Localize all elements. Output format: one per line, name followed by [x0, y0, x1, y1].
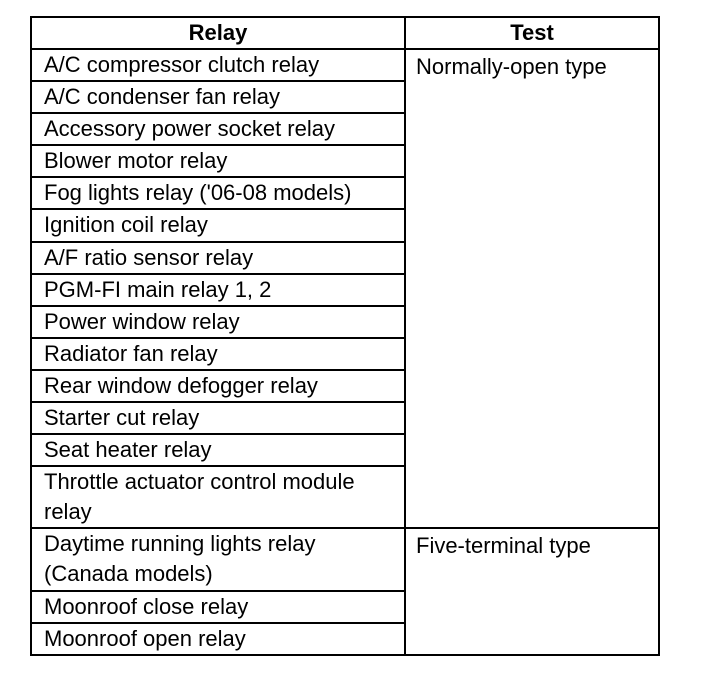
relay-cell: A/F ratio sensor relay [31, 242, 405, 274]
relay-cell: A/C condenser fan relay [31, 81, 405, 113]
relay-test-table [30, 16, 660, 656]
relay-cell: Moonroof open relay [31, 623, 405, 655]
relay-cell: Throttle actuator control module relay [31, 466, 405, 528]
header-row [31, 17, 659, 49]
test-cell-five-terminal: Five-terminal type [405, 528, 659, 655]
relay-cell: Seat heater relay [31, 434, 405, 466]
relay-cell: A/C compressor clutch relay [31, 49, 405, 81]
relay-cell: Fog lights relay ('06-08 models) [31, 177, 405, 209]
test-cell-normally-open: Normally-open type [405, 49, 659, 528]
relay-cell: Blower motor relay [31, 145, 405, 177]
relay-cell: Rear window defogger relay [31, 370, 405, 402]
relay-cell: Accessory power socket relay [31, 113, 405, 145]
table-row [31, 49, 659, 81]
relay-cell: Moonroof close relay [31, 591, 405, 623]
relay-cell: Daytime running lights relay (Canada models) [31, 528, 405, 590]
relay-cell: Power window relay [31, 306, 405, 338]
relay-cell: PGM-FI main relay 1, 2 [31, 274, 405, 306]
relay-cell: Ignition coil relay [31, 209, 405, 241]
table-row [31, 528, 659, 590]
test-column-header: Test [405, 17, 659, 49]
relay-column-header: Relay [31, 17, 405, 49]
relay-cell: Starter cut relay [31, 402, 405, 434]
relay-cell: Radiator fan relay [31, 338, 405, 370]
